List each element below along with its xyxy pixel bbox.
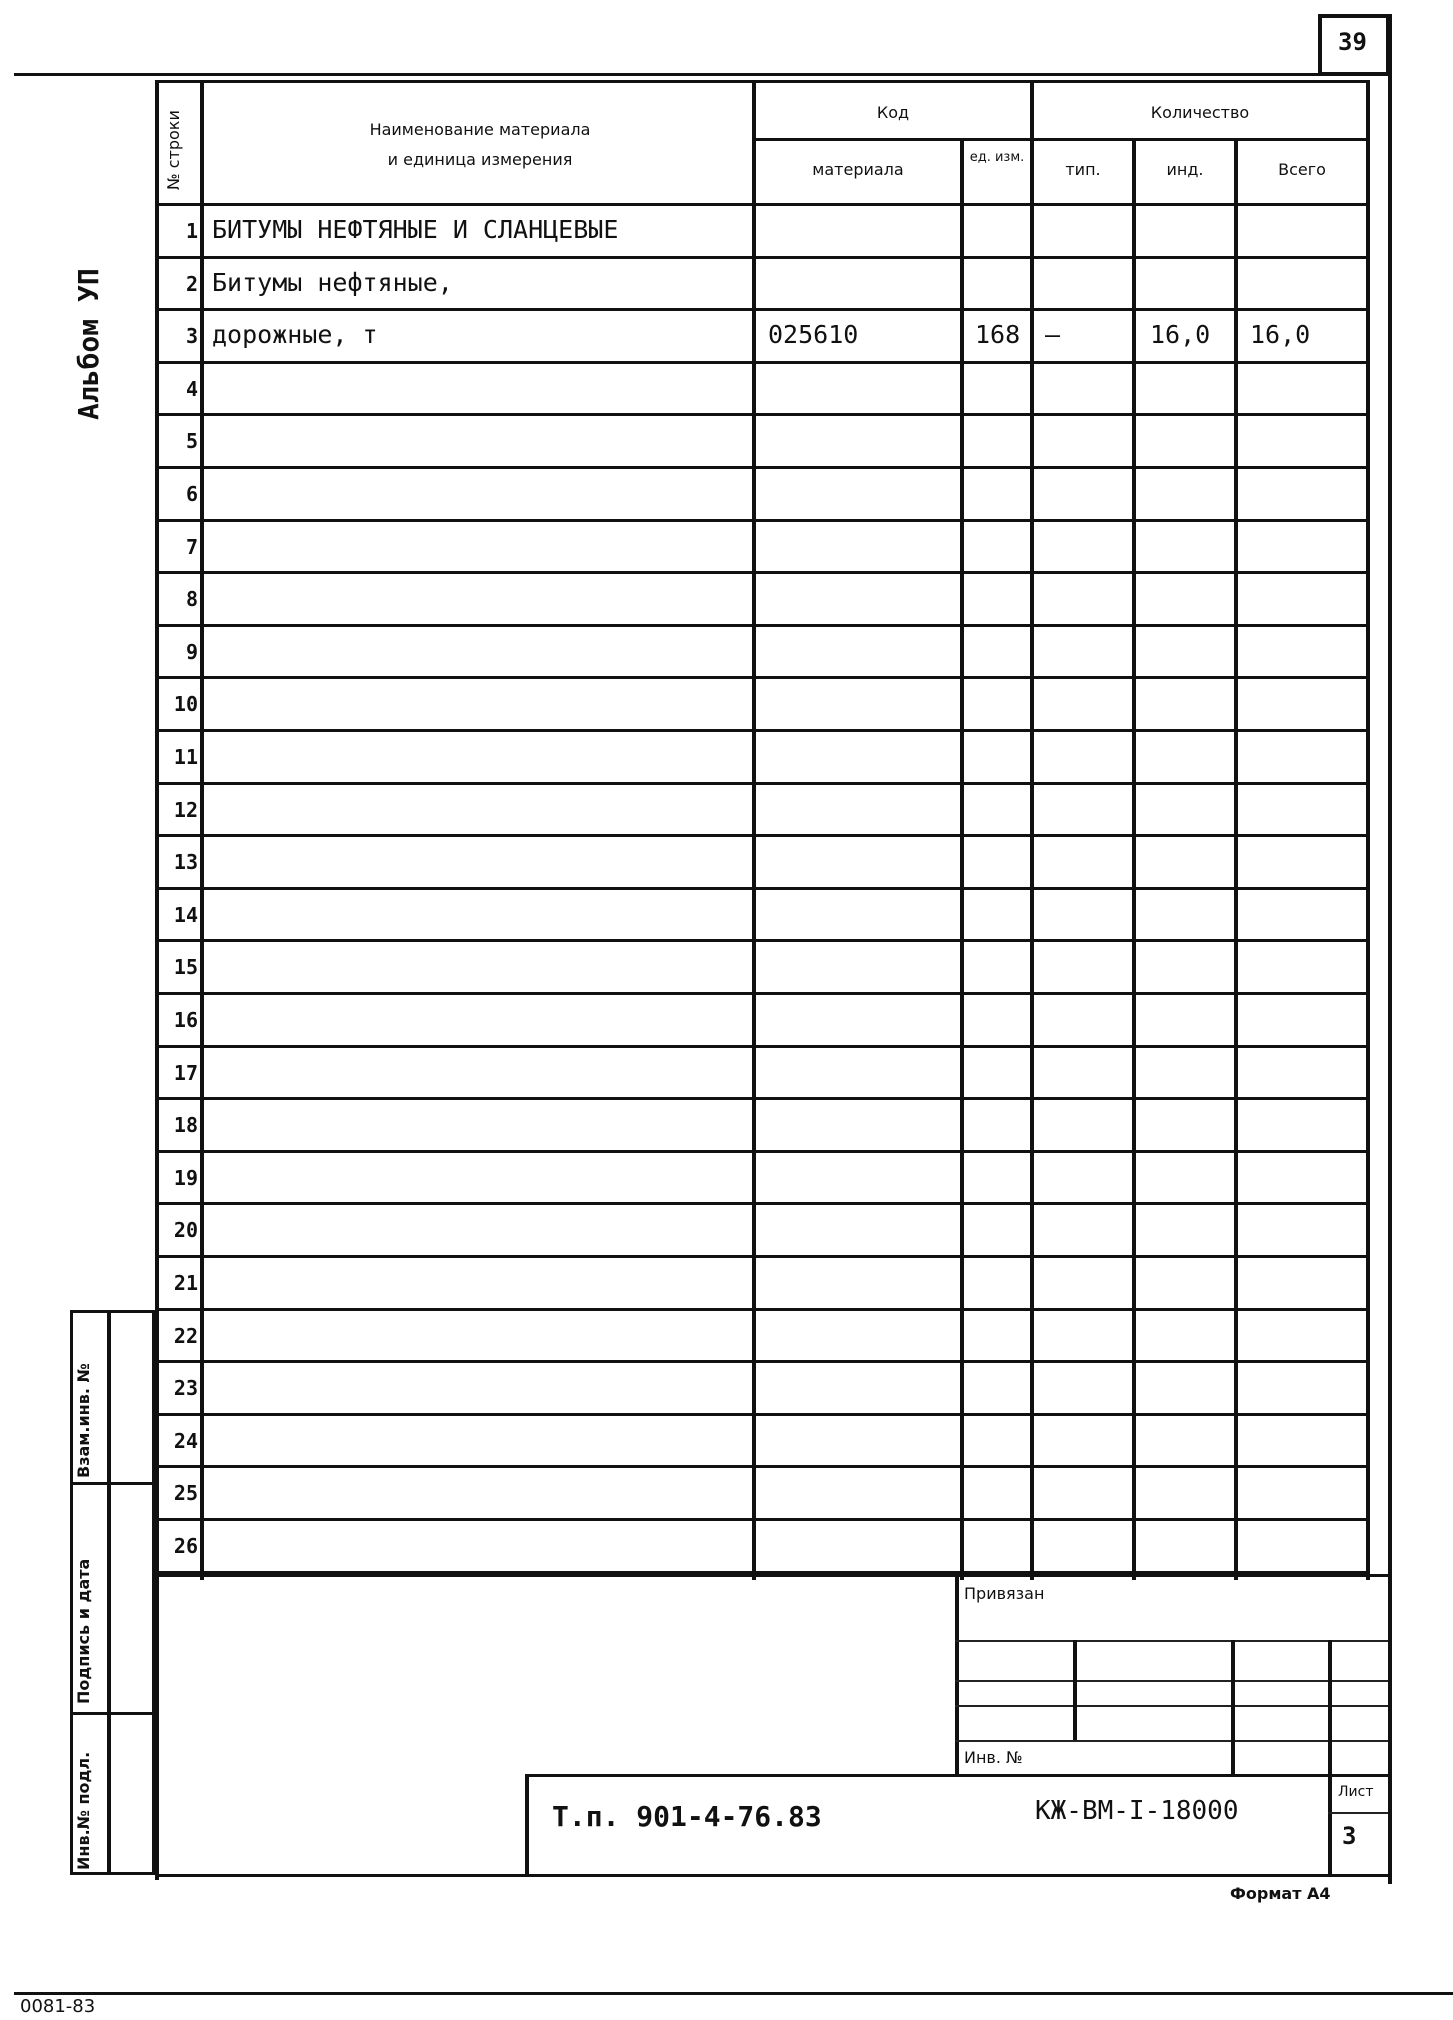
row-divider [155,939,1370,942]
row-number: 7 [185,534,198,559]
row-number: 10 [173,692,198,717]
row-name: БИТУМЫ НЕФТЯНЫЕ И СЛАНЦЕВЫЕ [212,215,619,244]
row-divider [155,1518,1370,1521]
header-code-unit: ед. изм. [969,150,1025,165]
row-divider [155,519,1370,522]
row-number: 2 [185,271,198,296]
header-qty-group: Количество [1150,103,1250,122]
row-total: 16,0 [1250,320,1311,350]
title-block-top [155,1574,1388,1577]
row-divider [155,466,1370,469]
col-sep-ind [1234,140,1238,1580]
side-stamp-vzam: Взам.инв. № [74,1363,93,1478]
row-divider [155,308,1370,311]
col-sep-type [1132,140,1136,1580]
album-label: Альбом УП [72,268,105,420]
row-divider [155,992,1370,995]
header-code-group: Код [876,103,910,122]
row-number: 22 [173,1323,198,1348]
row-divider [155,676,1370,679]
bottom-rule [14,1992,1453,1995]
row-number: 12 [173,797,198,822]
row-number: 24 [173,1428,198,1453]
header-name-line1: Наименование материала [369,120,591,139]
sheet-number: 3 [1342,1822,1357,1850]
top-rule [14,73,1390,76]
row-number: 15 [173,955,198,980]
row-ind: 16,0 [1150,320,1211,350]
bottom-code: 0081-83 [20,1996,96,2017]
row-divider [155,1202,1370,1205]
side-stamp-sep-1 [70,1482,155,1485]
row-number: 5 [185,429,198,454]
header-qty-ind: инд. [1166,160,1204,179]
col-sep-rownum [200,80,204,1580]
row-name: Битумы нефтяные, [212,267,453,297]
header-bottom [155,203,1370,206]
sheet-label: Лист [1338,1784,1374,1800]
project-number: Т.п. 901-4-76.83 [552,1800,822,1833]
row-number: 3 [185,324,198,349]
privyazan-left [955,1574,959,1774]
right-rule [1388,14,1392,1884]
row-divider [155,361,1370,364]
side-stamp-podpis: Подпись и дата [74,1558,93,1704]
row-unit: 168 [975,320,1021,350]
side-stamp-sep-2 [70,1712,155,1715]
stamp-top [525,1774,1388,1777]
row-number: 18 [173,1113,198,1138]
row-divider [155,1097,1370,1100]
row-number: 4 [185,376,198,401]
side-stamp-inv-podl: Инв.№ подл. [74,1751,93,1870]
privyazan-line-2 [955,1680,1388,1682]
row-number: 23 [173,1376,198,1401]
row-divider [155,624,1370,627]
row-divider [155,1150,1370,1153]
privyazan-sep-1 [1073,1640,1077,1740]
inv-number-label: Инв. № [964,1748,1023,1767]
row-number: 25 [173,1481,198,1506]
header-code-material: материала [812,160,904,179]
row-divider [155,887,1370,890]
header-qty-total: Всего [1278,160,1326,179]
col-sep-name [752,80,756,1580]
privyazan-line-3 [955,1705,1388,1707]
row-divider [155,729,1370,732]
privyazan-label: Привязан [964,1584,1045,1603]
row-divider [155,256,1370,259]
materials-table [155,80,1370,1580]
header-mid [752,138,1370,141]
row-divider [155,1308,1370,1311]
row-name: дорожные, т [212,320,378,350]
row-number: 8 [185,587,198,612]
row-number: 19 [173,1165,198,1190]
row-number: 14 [173,902,198,927]
col-sep-code [960,140,964,1580]
sheet-split [1328,1812,1388,1814]
row-code: 025610 [768,320,859,350]
row-divider [155,1360,1370,1363]
col-sep-unit [1030,80,1034,1580]
row-number: 13 [173,850,198,875]
row-divider [155,834,1370,837]
row-number: 6 [185,482,198,506]
row-number: 1 [185,219,198,243]
row-divider [155,1255,1370,1258]
row-divider [155,571,1370,574]
header-name-line2: и единица измерения [387,150,573,169]
row-divider [155,1465,1370,1468]
header-row-number: № строки [164,110,183,190]
table-right-border [1366,80,1370,1580]
privyazan-sep-3 [1328,1640,1332,1874]
row-number: 16 [173,1008,198,1032]
row-number: 17 [173,1060,198,1085]
privyazan-line-4 [955,1740,1388,1742]
format-label: Формат А4 [1230,1884,1331,1903]
row-divider [155,1413,1370,1416]
page-number: 39 [1338,28,1367,56]
row-number: 21 [173,1271,198,1295]
row-number: 20 [173,1218,198,1243]
privyazan-sep-2 [1231,1640,1235,1774]
title-block-bottom [155,1874,1388,1877]
row-type: – [1045,320,1061,350]
header-qty-type: тип. [1065,160,1101,179]
header-top [155,80,1370,83]
document-code: КЖ-ВМ-I-18000 [1035,1796,1239,1826]
table-left-border [155,80,159,1880]
privyazan-line-1 [955,1640,1388,1642]
row-number: 9 [185,639,198,664]
row-number: 26 [173,1534,198,1558]
row-number: 11 [173,745,198,769]
stamp-left [525,1774,529,1874]
side-stamp-mid [107,1310,111,1875]
row-divider [155,413,1370,416]
row-divider [155,782,1370,785]
row-divider [155,1045,1370,1048]
